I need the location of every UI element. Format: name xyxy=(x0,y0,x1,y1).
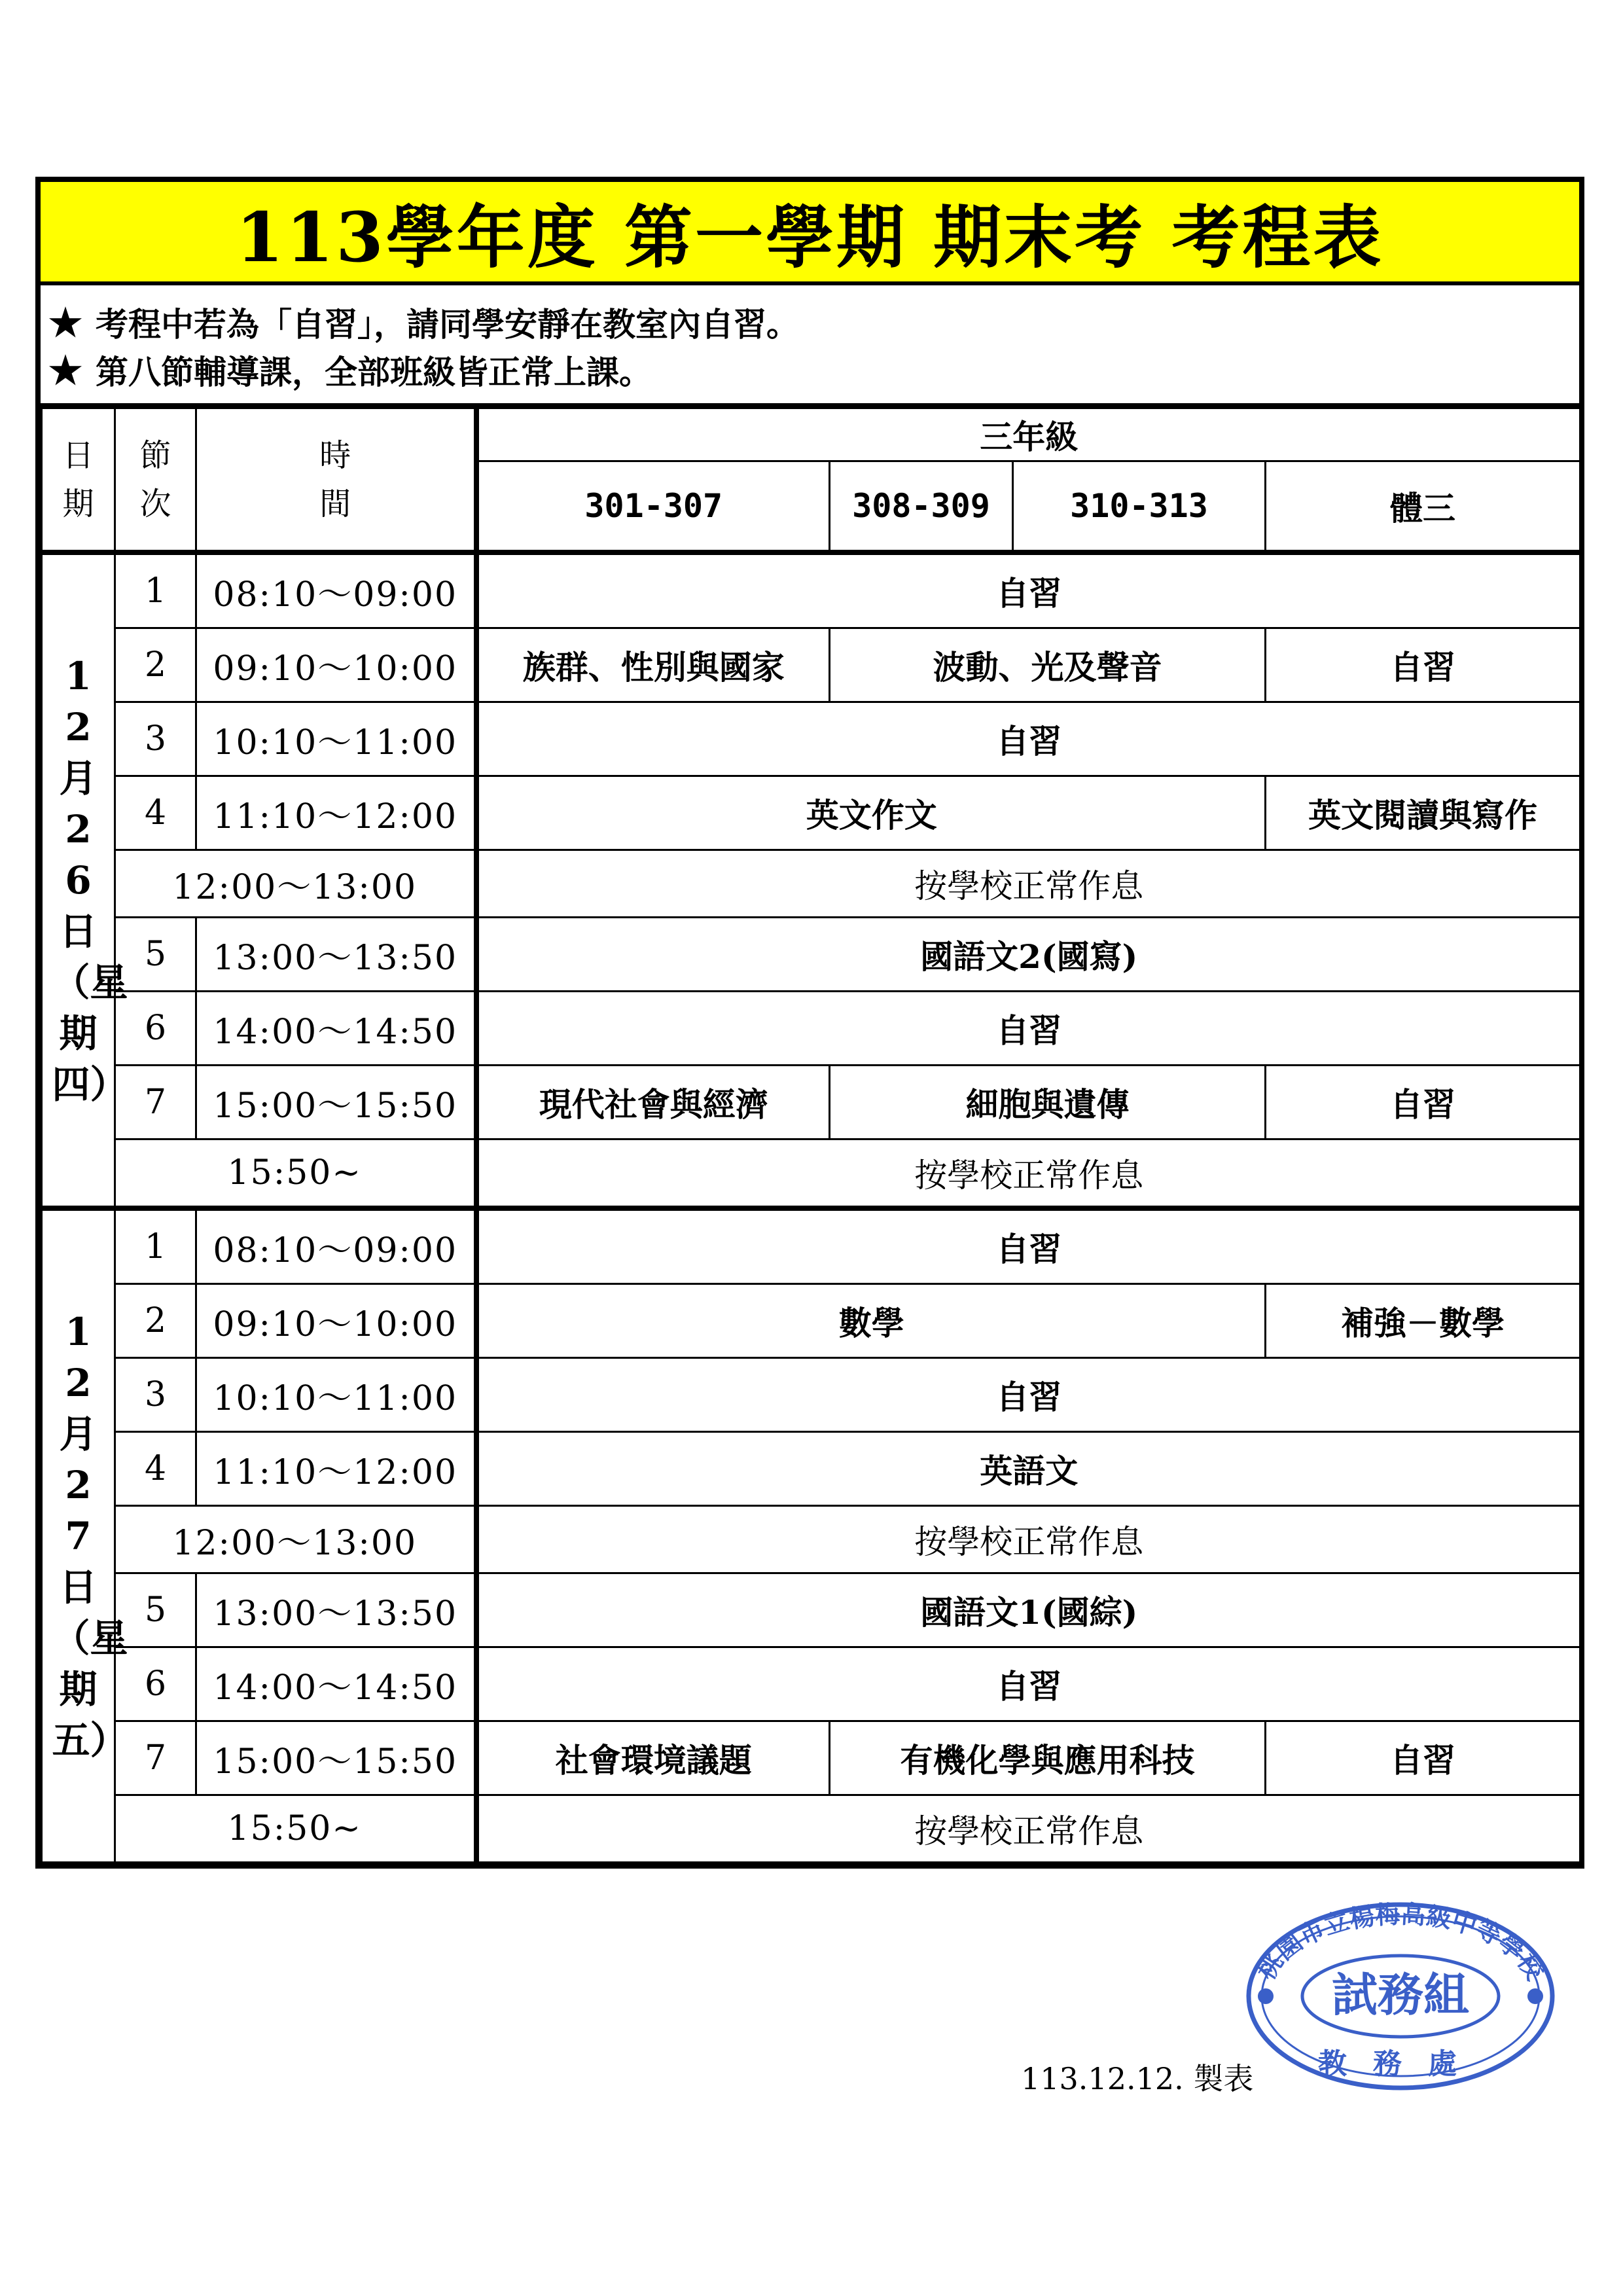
exam-subject: 現代社會與經濟 xyxy=(476,1066,830,1139)
exam-subject: 自習 xyxy=(1266,1066,1580,1139)
header-date: 日期 xyxy=(42,408,115,553)
exam-subject: 自習 xyxy=(1266,628,1580,702)
time-slot: 08:10～09:00 xyxy=(196,1208,476,1284)
break-note: 按學校正常作息 xyxy=(476,1795,1580,1863)
time-slot: 14:00～14:50 xyxy=(196,1647,476,1721)
time-slot: 10:10～11:00 xyxy=(196,702,476,776)
exam-subject: 自習 xyxy=(476,1647,1580,1721)
table-row xyxy=(42,1721,1580,1795)
exam-subject: 自習 xyxy=(476,552,1580,628)
table-row xyxy=(42,1647,1580,1721)
exam-subject: 族群、性別與國家 xyxy=(476,628,830,702)
table-row xyxy=(42,1506,1580,1573)
header-class-4: 體三 xyxy=(1266,461,1580,553)
period-number: 3 xyxy=(115,702,196,776)
time-slot: 15:50~ xyxy=(115,1795,476,1863)
period-number: 1 xyxy=(115,1208,196,1284)
table-row xyxy=(42,628,1580,702)
notes-section xyxy=(41,285,1579,407)
table-row xyxy=(42,552,1580,628)
table-row xyxy=(42,992,1580,1066)
header-class-3: 310-313 xyxy=(1013,461,1266,553)
period-number: 2 xyxy=(115,1284,196,1358)
table-row xyxy=(42,702,1580,776)
header-class-1: 301-307 xyxy=(476,461,830,553)
header-class-2: 308-309 xyxy=(830,461,1013,553)
table-row xyxy=(42,1795,1580,1863)
time-slot: 15:00～15:50 xyxy=(196,1066,476,1139)
exam-schedule-sheet xyxy=(35,177,1584,1869)
time-slot: 12:00～13:00 xyxy=(115,850,476,918)
table-row xyxy=(42,1432,1580,1506)
seal-center-text: 試務組 xyxy=(1332,1967,1469,2022)
period-number: 6 xyxy=(115,992,196,1066)
exam-subject: 英語文 xyxy=(476,1432,1580,1506)
period-number: 5 xyxy=(115,918,196,992)
note-line-2 xyxy=(48,348,1579,395)
time-slot: 11:10～12:00 xyxy=(196,776,476,850)
table-row xyxy=(42,1284,1580,1358)
period-number: 5 xyxy=(115,1573,196,1647)
header-row-1 xyxy=(42,408,1580,461)
exam-subject: 自習 xyxy=(1266,1721,1580,1795)
time-slot: 09:10～10:00 xyxy=(196,628,476,702)
exam-subject: 自習 xyxy=(476,702,1580,776)
time-slot: 11:10～12:00 xyxy=(196,1432,476,1506)
table-row xyxy=(42,1573,1580,1647)
table-row xyxy=(42,850,1580,918)
made-date: 113.12.12. 製表 xyxy=(1021,2061,1254,2096)
time-slot: 15:00～15:50 xyxy=(196,1721,476,1795)
star-icon: ★ xyxy=(48,300,82,345)
period-number: 4 xyxy=(115,1432,196,1506)
day-2-date: 12月27日（星期五） xyxy=(42,1208,115,1863)
exam-subject: 自習 xyxy=(476,992,1580,1066)
note-text-1: 考程中若為「自習」，請同學安靜在教室內自習。 xyxy=(96,305,799,344)
exam-subject: 數學 xyxy=(476,1284,1266,1358)
star-icon: ★ xyxy=(48,348,82,393)
day-1-date: 12月26日（星期四） xyxy=(42,552,115,1208)
exam-subject: 國語文2(國寫) xyxy=(476,918,1580,992)
document-title: 113學年度 第一學期 期末考 考程表 xyxy=(41,182,1579,285)
break-note: 按學校正常作息 xyxy=(476,1506,1580,1573)
exam-subject: 補強－數學 xyxy=(1266,1284,1580,1358)
header-period: 節次 xyxy=(115,408,196,553)
time-slot: 13:00～13:50 xyxy=(196,1573,476,1647)
break-note: 按學校正常作息 xyxy=(476,1139,1580,1209)
note-line-1 xyxy=(48,300,1579,348)
exam-subject: 自習 xyxy=(476,1358,1580,1432)
exam-subject: 細胞與遺傳 xyxy=(830,1066,1266,1139)
note-text-2: 第八節輔導課，全部班級皆正常上課。 xyxy=(96,353,652,391)
seal-outer-text: 桃園市立楊梅高級中等學校 xyxy=(1251,1899,1550,1985)
time-slot: 12:00～13:00 xyxy=(115,1506,476,1573)
exam-subject: 英文作文 xyxy=(476,776,1266,850)
time-slot: 08:10～09:00 xyxy=(196,552,476,628)
header-time: 時間 xyxy=(196,408,476,553)
table-row xyxy=(42,776,1580,850)
official-seal xyxy=(1243,1898,1558,2094)
table-row xyxy=(42,1358,1580,1432)
period-number: 7 xyxy=(115,1721,196,1795)
table-row xyxy=(42,918,1580,992)
period-number: 6 xyxy=(115,1647,196,1721)
header-grade: 三年級 xyxy=(476,408,1580,461)
time-slot: 13:00～13:50 xyxy=(196,918,476,992)
table-row xyxy=(42,1066,1580,1139)
period-number: 4 xyxy=(115,776,196,850)
exam-subject: 國語文1(國綜) xyxy=(476,1573,1580,1647)
table-row xyxy=(42,1208,1580,1284)
exam-subject: 有機化學與應用科技 xyxy=(830,1721,1266,1795)
time-slot: 15:50~ xyxy=(115,1139,476,1209)
exam-subject: 自習 xyxy=(476,1208,1580,1284)
table-row xyxy=(42,1139,1580,1209)
exam-subject: 英文閱讀與寫作 xyxy=(1266,776,1580,850)
exam-subject: 波動、光及聲音 xyxy=(830,628,1266,702)
time-slot: 14:00～14:50 xyxy=(196,992,476,1066)
period-number: 2 xyxy=(115,628,196,702)
period-number: 1 xyxy=(115,552,196,628)
time-slot: 10:10～11:00 xyxy=(196,1358,476,1432)
schedule-table xyxy=(41,407,1581,1863)
exam-subject: 社會環境議題 xyxy=(476,1721,830,1795)
time-slot: 09:10～10:00 xyxy=(196,1284,476,1358)
period-number: 3 xyxy=(115,1358,196,1432)
break-note: 按學校正常作息 xyxy=(476,850,1580,918)
period-number: 7 xyxy=(115,1066,196,1139)
seal-bottom-text: 教務處 xyxy=(1318,2047,1483,2081)
